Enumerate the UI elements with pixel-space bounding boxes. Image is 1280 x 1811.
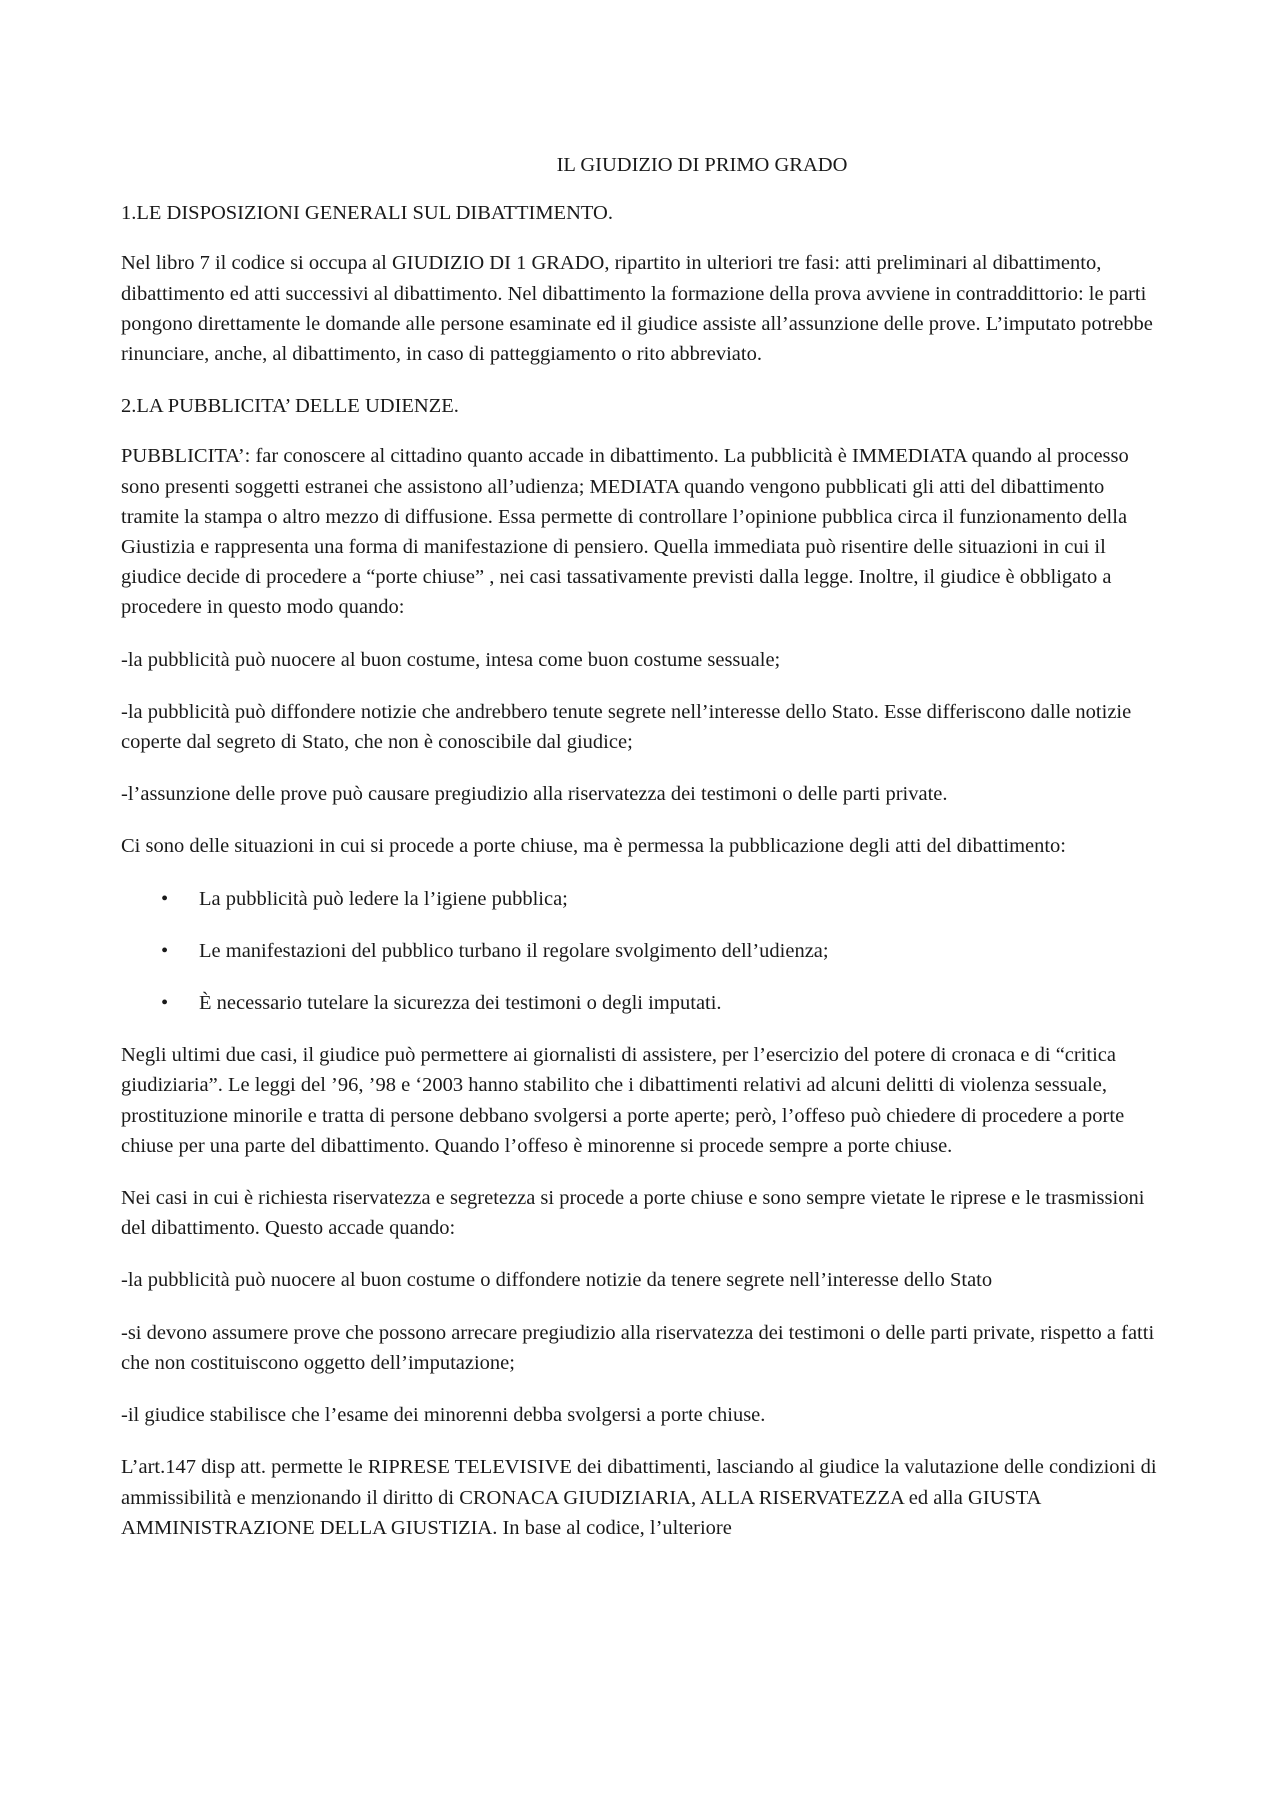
case-item: -il giudice stabilisce che l’esame dei minorenni debba svolgersi a porte chiuse. — [121, 1404, 766, 1427]
paragraph-art147: L’art.147 disp att. permette le RIPRESE TELEVISIVE dei dibattimenti, lasciando al giudice la valutazione delle condizioni di ammissibilità e menzionando il diritto di CRONACA GIUDIZIARIA, ALLA RISERVATEZZA ed alla GIUSTA AMMINISTRAZIONE DELLA GIUSTIZIA. In base al codice, l’ulteriore — [121, 1456, 1157, 1539]
paragraph-ultimi-casi: Negli ultimi due casi, il giudice può permettere ai giornalisti di assistere, per l’esercizio del potere di cronaca e di “critica giudiziaria”. Le leggi del ’96, ’98 e ‘2003 hanno stabilito che i dibattimenti relativi ad alcuni delitti di violenza sessuale, prostituzione minorile e tratta di persone debbano svolgersi a porte aperte; però, l’offeso può chiedere di procedere a porte chiuse per una parte del dibattimento. Quando l’offeso è minorenne si procede sempre a porte chiuse. — [121, 1044, 1125, 1157]
section2-heading: 2.LA PUBBLICITA’ DELLE UDIENZE. — [121, 395, 459, 418]
case-item: -la pubblicità può nuocere al buon costume o diffondere notizie da tenere segrete nell’interesse dello Stato — [121, 1269, 993, 1292]
list-item — [121, 936, 1163, 966]
case-item: -la pubblicità può nuocere al buon costume, intesa come buon costume sessuale; — [121, 648, 781, 671]
document-title: IL GIUDIZIO DI PRIMO GRADO — [556, 154, 848, 176]
list-item-text: La pubblicità può ledere la l’igiene pubblica; — [199, 887, 568, 910]
list-item — [121, 988, 1163, 1018]
list-item — [121, 884, 1163, 914]
bullet-icon: • — [161, 992, 169, 1015]
porte-chiuse-intro: Ci sono delle situazioni in cui si procede a porte chiuse, ma è permessa la pubblicazione degli atti del dibattimento: — [121, 835, 1067, 858]
section2-paragraph: PUBBLICITA’: far conoscere al cittadino quanto accade in dibattimento. La pubblicità è IMMEDIATA quando al processo sono presenti soggetti estranei che assistono all’udienza; MEDIATA quando vengono pubblicati gli atti del dibattimento tramite la stampa o altro mezzo di diffusione. Essa permette di controllare l’opinione pubblica circa il funzionamento della Giustizia e rappresenta una forma di manifestazione di pensiero. Quella immediata può risentire delle situazioni in cui il giudice decide di procedere a “porte chiuse” , nei casi tassativamente previsti dalla legge. Inoltre, il giudice è obbligato a procedere in questo modo quando: — [121, 445, 1129, 619]
case-item: -si devono assumere prove che possono arrecare pregiudizio alla riservatezza dei testimoni o delle parti private, rispetto a fatti che non costituiscono oggetto dell’imputazione; — [121, 1321, 1155, 1374]
case-item: -l’assunzione delle prove può causare pregiudizio alla riservatezza dei testimoni o delle parti private. — [121, 783, 948, 806]
bullet-icon: • — [161, 887, 169, 910]
bullet-icon: • — [161, 939, 169, 962]
case-item: -la pubblicità può diffondere notizie che andrebbero tenute segrete nell’interesse dello Stato. Esse differiscono dalle notizie coperte dal segreto di Stato, che non è conoscibile dal giudice; — [121, 700, 1132, 754]
document-page — [121, 150, 1163, 1565]
paragraph-riservatezza: Nei casi in cui è richiesta riservatezza e segretezza si procede a porte chiuse e sono sempre vietate le riprese e le trasmissioni del dibattimento. Questo accade quando: — [121, 1187, 1145, 1240]
section1-heading: 1.LE DISPOSIZIONI GENERALI SUL DIBATTIMENTO. — [121, 202, 613, 225]
list-item-text: Le manifestazioni del pubblico turbano il regolare svolgimento dell’udienza; — [199, 939, 829, 962]
list-item-text: È necessario tutelare la sicurezza dei testimoni o degli imputati. — [199, 992, 722, 1015]
bullet-list — [121, 884, 1163, 1019]
section1-paragraph: Nel libro 7 il codice si occupa al GIUDIZIO DI 1 GRADO, ripartito in ulteriori tre fasi: atti preliminari al dibattimento, dibattimento ed atti successivi al dibattimento. Nel dibattimento la formazione della prova avviene in contraddittorio: le parti pongono direttamente le domande alle persone esaminate ed il giudice assiste all’assunzione delle prove. L’imputato potrebbe rinunciare, anche, al dibattimento, in caso di patteggiamento o rito abbreviato. — [121, 252, 1153, 366]
